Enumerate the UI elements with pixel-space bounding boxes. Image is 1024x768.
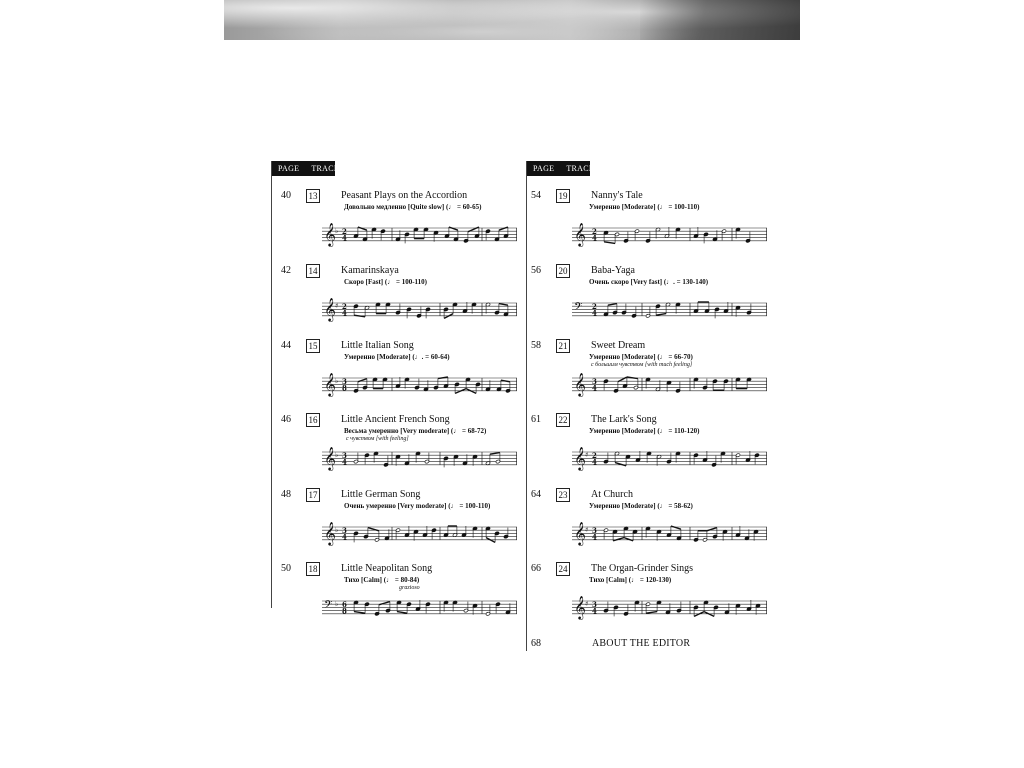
treble-clef-icon: 𝄞 xyxy=(324,446,336,470)
key-signature-icon: ♭ xyxy=(335,377,339,385)
song-title[interactable]: The Organ-Grinder Sings xyxy=(591,563,694,574)
treble-clef-icon: 𝄞 xyxy=(574,222,586,246)
time-signature-top: 2 xyxy=(592,451,597,460)
treble-clef-icon: 𝄞 xyxy=(574,521,586,545)
time-signature-bottom: 4 xyxy=(342,233,347,243)
track-number[interactable]: 21 xyxy=(556,339,570,353)
tempo-marking: Умеренно [Moderate] (♩ = 100-110) xyxy=(589,203,700,211)
track-number[interactable]: 15 xyxy=(306,339,320,353)
song-title[interactable]: Kamarinskaya xyxy=(341,265,399,276)
note-beam xyxy=(624,538,633,541)
tempo-marking: Умеренно [Moderate] (♩. = 60-64) xyxy=(344,353,450,361)
time-signature-bottom: 4 xyxy=(592,606,597,616)
expression-marking: с большим чувством [with much feeling] xyxy=(591,362,693,368)
track-number[interactable]: 14 xyxy=(306,264,320,278)
track-number[interactable]: 20 xyxy=(556,264,570,278)
time-signature-bottom: 4 xyxy=(342,308,347,318)
time-signature-top: 3 xyxy=(592,377,597,386)
time-signature-bottom: 4 xyxy=(592,233,597,243)
time-signature-bottom: 8 xyxy=(342,606,347,616)
treble-clef-icon: 𝄞 xyxy=(324,297,336,321)
right-column-rule xyxy=(526,161,527,651)
key-signature-icon: ♭ xyxy=(335,526,339,534)
time-signature-bottom: 4 xyxy=(592,457,597,467)
tempo-marking: Очень скоро [Very fast] (♩. = 130-140) xyxy=(589,278,709,286)
time-signature-bottom: 4 xyxy=(592,532,597,542)
treble-clef-icon: 𝄞 xyxy=(324,521,336,545)
note-beam xyxy=(490,453,500,455)
right-column-header xyxy=(527,161,595,176)
bass-clef-icon: 𝄢 xyxy=(574,301,583,316)
track-number[interactable]: 19 xyxy=(556,189,570,203)
tempo-marking: Весьма умеренно [Very moderate] (♩ = 68-72) xyxy=(344,427,487,435)
tempo-marking: Умеренно [Moderate] (♩ = 110-120) xyxy=(589,427,700,435)
expression-marking: grazioso xyxy=(399,585,420,591)
treble-clef-icon: 𝄞 xyxy=(574,372,586,396)
note-beam xyxy=(499,227,508,230)
time-signature-top: 2 xyxy=(342,302,347,311)
track-number[interactable]: 23 xyxy=(556,488,570,502)
note-beam xyxy=(604,242,615,244)
page-number: 58 xyxy=(531,340,541,351)
song-title[interactable]: Sweet Dream xyxy=(591,340,646,351)
track-number[interactable]: 17 xyxy=(306,488,320,502)
music-staff-incipit xyxy=(322,289,518,323)
song-title[interactable]: Nanny's Tale xyxy=(591,190,643,201)
music-staff-incipit xyxy=(572,513,768,547)
song-title[interactable]: Little Ancient French Song xyxy=(341,414,450,425)
music-staff-incipit xyxy=(572,364,768,398)
page-number: 64 xyxy=(531,489,541,500)
note-beam xyxy=(627,377,638,379)
time-signature-top: 3 xyxy=(592,526,597,535)
note-beam xyxy=(354,315,365,317)
note-beam xyxy=(613,538,624,541)
tempo-marking: Скоро [Fast] (♩ = 100-110) xyxy=(344,278,427,286)
page-number: 42 xyxy=(281,265,291,276)
page-number: 61 xyxy=(531,414,541,425)
track-column-label: TRACK xyxy=(566,164,595,173)
treble-clef-icon: 𝄞 xyxy=(324,222,336,246)
tempo-marking: Тихо [Calm] (♩ = 120-130) xyxy=(589,576,672,584)
music-staff-incipit xyxy=(322,513,518,547)
note-beam xyxy=(671,526,681,529)
page-number: 44 xyxy=(281,340,291,351)
time-signature-top: 3 xyxy=(342,451,347,460)
tempo-marking: Очень умеренно [Very moderate] (♩ = 100-110) xyxy=(344,502,491,510)
music-staff-incipit xyxy=(572,587,768,621)
key-signature-icon: ♭ xyxy=(335,451,339,459)
page-number: 48 xyxy=(281,489,291,500)
music-staff-incipit xyxy=(322,587,518,621)
song-title[interactable]: Little German Song xyxy=(341,489,421,500)
song-title[interactable]: Baba-Yaga xyxy=(591,265,635,276)
expression-marking: с чувством [with feeling] xyxy=(346,436,409,442)
treble-clef-icon: 𝄞 xyxy=(574,595,586,619)
note-beam xyxy=(499,304,508,306)
note-beam xyxy=(615,463,626,466)
key-signature-icon: ♯ xyxy=(335,302,339,310)
note-beam xyxy=(646,612,657,614)
page-number: 40 xyxy=(281,190,291,201)
note-beam xyxy=(354,612,365,614)
music-staff-incipit xyxy=(572,214,768,248)
music-staff-incipit xyxy=(572,438,768,472)
note-beam xyxy=(501,380,510,382)
time-signature-top: 2 xyxy=(342,227,347,236)
song-title[interactable]: The Lark's Song xyxy=(591,414,657,425)
treble-clef-icon: 𝄞 xyxy=(574,446,586,470)
song-title[interactable]: Little Neapolitan Song xyxy=(341,563,433,574)
tempo-marking: Довольно медленно [Quite slow] (♩ = 60-65) xyxy=(344,203,482,211)
track-number[interactable]: 16 xyxy=(306,413,320,427)
about-the-editor-link[interactable]: ABOUT THE EDITOR xyxy=(592,638,691,649)
key-signature-icon: ♯ xyxy=(585,526,589,534)
page-number: 66 xyxy=(531,563,541,574)
track-column-label: TRACK xyxy=(311,164,340,173)
time-signature-bottom: 8 xyxy=(342,383,347,393)
treble-clef-icon: 𝄞 xyxy=(324,372,336,396)
page-number: 54 xyxy=(531,190,541,201)
tempo-marking: Умеренно [Moderate] (♩ = 58-62) xyxy=(589,502,693,510)
note-beam xyxy=(449,227,458,230)
bass-clef-icon: 𝄢 xyxy=(324,599,333,614)
page-number: 56 xyxy=(531,265,541,276)
time-signature-bottom: 4 xyxy=(592,308,597,318)
time-signature-top: 3 xyxy=(592,600,597,609)
tempo-marking: Умеренно [Moderate] (♩ = 66-70) xyxy=(589,353,693,361)
page-column-label: PAGE xyxy=(278,164,300,173)
music-staff-incipit xyxy=(322,214,518,248)
time-signature-bottom: 4 xyxy=(592,383,597,393)
time-signature-top: 2 xyxy=(592,227,597,236)
page-number: 46 xyxy=(281,414,291,425)
page-column-label: PAGE xyxy=(533,164,555,173)
note-beam xyxy=(608,304,617,306)
note-beam xyxy=(397,612,407,614)
time-signature-bottom: 4 xyxy=(342,532,347,542)
track-number[interactable]: 13 xyxy=(306,189,320,203)
track-number[interactable]: 24 xyxy=(556,562,570,576)
header-banner-image xyxy=(224,0,800,40)
song-title[interactable]: Peasant Plays on the Accordion xyxy=(341,190,468,201)
time-signature-top: 2 xyxy=(592,302,597,311)
track-number[interactable]: 18 xyxy=(306,562,320,576)
time-signature-bottom: 4 xyxy=(342,457,347,467)
key-signature-icon: ♭ xyxy=(335,227,339,235)
left-column-header xyxy=(272,161,340,176)
time-signature-top: 3 xyxy=(342,377,347,386)
music-staff-incipit xyxy=(572,289,768,323)
music-staff-incipit xyxy=(322,438,518,472)
note-beam xyxy=(656,314,666,316)
key-signature-icon: ♯ xyxy=(585,451,589,459)
about-page-number: 68 xyxy=(531,638,541,649)
song-title[interactable]: Little Italian Song xyxy=(341,340,414,351)
key-signature-icon: ♯ xyxy=(585,600,589,608)
key-signature-icon: ♭ xyxy=(335,600,339,608)
tempo-marking: Тихо [Calm] (♩ = 80-84) xyxy=(344,576,420,584)
song-title[interactable]: At Church xyxy=(591,489,633,500)
note-beam xyxy=(358,227,367,230)
time-signature-top: 6 xyxy=(342,600,347,609)
track-number[interactable]: 22 xyxy=(556,413,570,427)
note-beam xyxy=(438,377,448,379)
left-column-rule xyxy=(271,161,272,608)
time-signature-top: 3 xyxy=(342,526,347,535)
page-number: 50 xyxy=(281,563,291,574)
music-staff-incipit xyxy=(322,364,518,398)
